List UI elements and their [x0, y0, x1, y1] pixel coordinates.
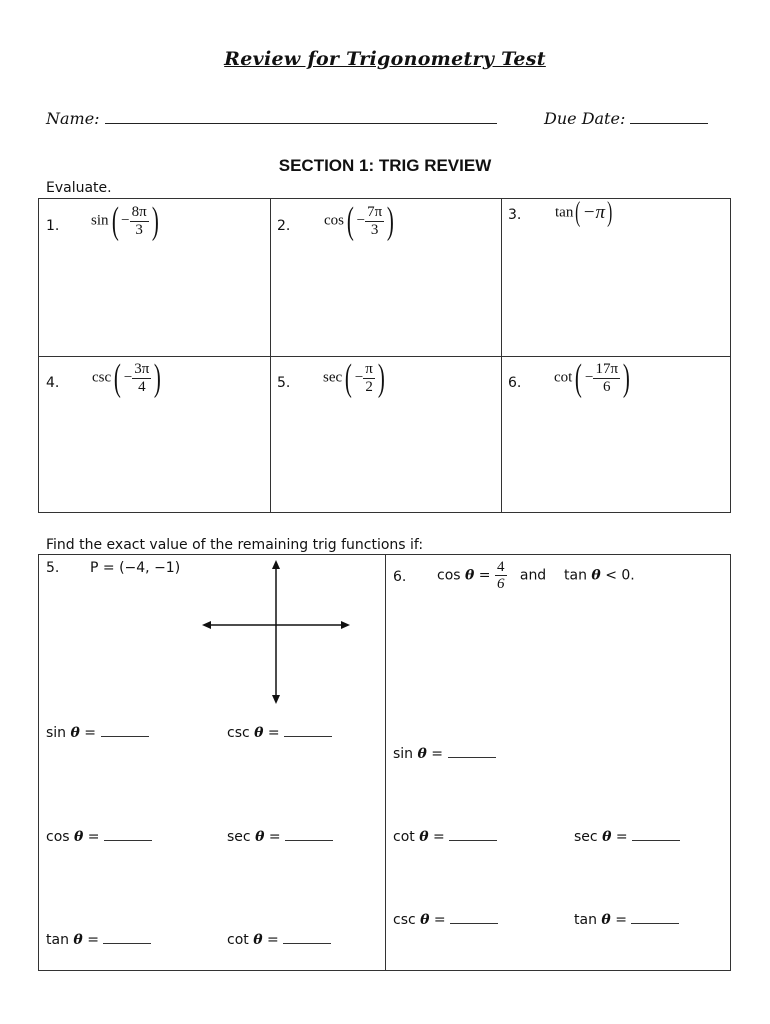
argument: −π: [582, 202, 605, 223]
condition-fraction: [495, 559, 507, 592]
problem-expression: [554, 359, 633, 397]
left-paren: (: [111, 200, 119, 242]
trig-function: sec: [323, 369, 343, 386]
coordinate-axes-icon: [201, 559, 351, 705]
numerator: π: [365, 360, 373, 377]
answer-blank: [104, 828, 152, 841]
problem-number: 3.: [508, 207, 522, 223]
answer-blank: [632, 828, 680, 841]
numerator: 3π: [134, 360, 150, 377]
cos-answer: [46, 828, 152, 845]
problem-expression: [555, 199, 614, 227]
cos-condition-label: cos θ =: [437, 567, 491, 584]
sec-answer: [227, 828, 333, 845]
right-paren: ): [607, 197, 613, 228]
right-paren: ): [154, 357, 162, 399]
sin-label: sin θ =: [46, 725, 97, 741]
right-paren: ): [377, 357, 385, 399]
cot-label: cot θ =: [393, 829, 445, 845]
problem-number: 4.: [46, 375, 60, 391]
answer-blank: [103, 931, 151, 944]
minus-sign: −: [584, 369, 594, 386]
problem-number: 5.: [277, 375, 291, 391]
denominator: 6: [602, 378, 611, 395]
left-paren: (: [345, 357, 352, 399]
problem-number: 5.: [46, 560, 60, 576]
fraction: [365, 204, 384, 239]
trig-function: cot: [554, 369, 573, 386]
minus-sign: −: [356, 212, 366, 229]
denominator: 4: [138, 378, 146, 395]
evaluate-grid: [38, 198, 731, 513]
section-heading: SECTION 1: TRIG REVIEW: [278, 156, 492, 175]
problem-number: 1.: [46, 218, 60, 234]
problem-number: 2.: [277, 218, 291, 234]
fraction: [132, 361, 151, 396]
fraction: [593, 361, 620, 396]
answer-blank: [450, 911, 498, 924]
answer-blank: [284, 724, 332, 737]
sin-label: sin θ =: [393, 746, 444, 762]
due-date-label: Due Date:: [544, 109, 626, 128]
find-exact-instruction: Find the exact value of the remaining trig functions if:: [46, 537, 424, 553]
evaluate-instruction: Evaluate.: [46, 180, 112, 196]
tan-answer: [46, 931, 151, 948]
due-date-blank: [630, 109, 708, 124]
left-paren: (: [114, 357, 121, 399]
trig-function: tan: [555, 204, 574, 221]
cot-answer: [393, 828, 497, 845]
name-label: Name:: [46, 109, 100, 128]
left-paren: (: [575, 197, 581, 228]
cot-label: cot θ =: [227, 932, 279, 948]
tan-label: tan θ =: [46, 932, 99, 948]
sec-label: sec θ =: [227, 829, 281, 845]
minus-sign: −: [354, 369, 364, 386]
point-label: P = (−4, −1): [90, 560, 181, 576]
denominator: 6: [497, 576, 505, 592]
cos-label: cos θ =: [46, 829, 100, 845]
due-date-field: [544, 109, 708, 128]
sec-answer: [574, 828, 680, 845]
exact-value-grid: [38, 554, 731, 971]
tan-condition: tan θ < 0.: [564, 567, 635, 584]
denominator: 3: [135, 221, 143, 238]
sin-answer: [393, 745, 496, 762]
sec-label: sec θ =: [574, 829, 628, 845]
denominator: 3: [370, 221, 379, 238]
fraction: [363, 361, 375, 396]
problem-number: 6.: [508, 375, 522, 391]
left-paren: (: [575, 357, 583, 399]
right-paren: ): [622, 357, 630, 399]
answer-blank: [448, 745, 496, 758]
trig-function: csc: [92, 369, 112, 386]
answer-blank: [631, 911, 679, 924]
cot-answer: [227, 931, 331, 948]
numerator: 17π: [595, 360, 619, 377]
problem-expression: [92, 359, 164, 397]
minus-sign: −: [123, 369, 133, 386]
tan-answer: [574, 911, 679, 928]
denominator: 2: [365, 378, 373, 395]
problem-expression: [324, 202, 397, 240]
page-title: Review for Trigonometry Test: [224, 48, 546, 70]
csc-label: csc θ =: [393, 912, 446, 928]
condition: [437, 559, 635, 592]
grid-divider: [385, 555, 386, 971]
numerator: 8π: [131, 203, 147, 220]
problem-expression: [323, 359, 388, 397]
numerator: 7π: [367, 203, 383, 220]
tan-label: tan θ =: [574, 912, 627, 928]
answer-blank: [285, 828, 333, 841]
left-paren: (: [346, 200, 354, 242]
csc-label: csc θ =: [227, 725, 280, 741]
name-blank: [105, 109, 497, 124]
trig-function: cos: [324, 212, 344, 229]
answer-blank: [283, 931, 331, 944]
numerator: 4: [497, 559, 505, 575]
minus-sign: −: [121, 212, 130, 229]
problem-number: 6.: [393, 569, 407, 585]
fraction: [130, 204, 149, 239]
name-field: [46, 109, 497, 128]
trig-function: sin: [91, 212, 109, 229]
sin-answer: [46, 724, 149, 741]
problem-expression: [91, 202, 161, 240]
right-paren: ): [151, 200, 159, 242]
csc-answer: [227, 724, 332, 741]
right-paren: ): [387, 200, 395, 242]
and-word: and: [519, 567, 547, 584]
csc-answer: [393, 911, 498, 928]
answer-blank: [449, 828, 497, 841]
answer-blank: [101, 724, 149, 737]
